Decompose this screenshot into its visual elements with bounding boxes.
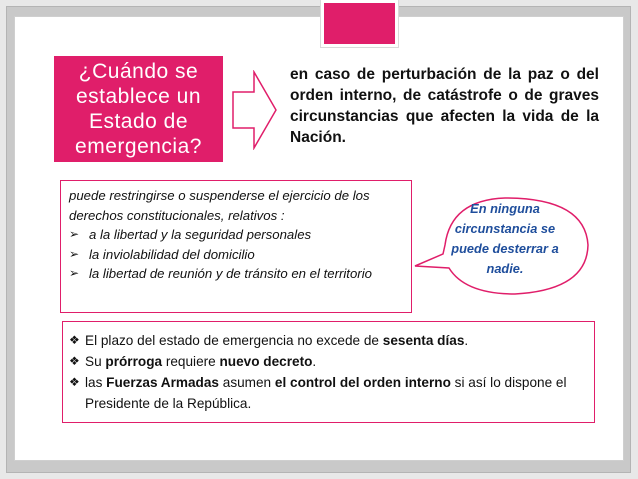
arrow-bullet-icon: ➢ <box>69 266 80 280</box>
arrow-bullet-icon: ➢ <box>69 246 80 261</box>
bottom-box <box>62 321 595 423</box>
diamond-bullet-icon: ❖ <box>69 333 80 347</box>
rights-box <box>60 180 412 313</box>
list-item-text: la libertad de reunión y de tránsito en el territorio <box>89 266 372 281</box>
pink-accent-tab <box>321 0 398 47</box>
bullet-fuerzas <box>69 372 588 414</box>
bold-segment: el control del orden interno <box>274 375 451 390</box>
answer-text: en caso de perturbación de la paz o del orden interno, de catástrofe o de graves circunstancias que afecten la vida de la Nación. <box>290 66 599 146</box>
text-segment: las <box>85 375 107 390</box>
text-segment: Su <box>85 354 106 369</box>
text-segment: requiere <box>162 354 220 369</box>
bold-segment: sesenta días <box>382 333 465 348</box>
text-segment: . <box>464 333 469 348</box>
text-segment: . <box>312 354 317 369</box>
diamond-bullet-icon: ❖ <box>69 354 80 368</box>
list-item-text: la inviolabilidad del domicilio <box>89 246 255 262</box>
bullet-plazo <box>69 330 588 351</box>
bubble-text: En ninguna circunstancia se puede desterrar a nadie. <box>451 201 559 276</box>
list-item-text: a la libertad y la seguridad personales <box>89 227 312 242</box>
list-item <box>69 264 403 284</box>
bold-segment: Fuerzas Armadas <box>106 375 219 390</box>
text-segment: El plazo del estado de emergencia no excede de <box>85 333 383 348</box>
right-arrow-icon <box>232 70 278 150</box>
bold-segment: prórroga <box>105 354 163 369</box>
bold-segment: nuevo decreto <box>219 354 313 369</box>
text-segment: asumen <box>218 375 275 390</box>
question-box <box>54 56 223 162</box>
list-item <box>69 225 403 245</box>
bullet-prorroga <box>69 351 588 372</box>
list-item <box>69 245 403 265</box>
rights-intro: puede restringirse o suspenderse el ejercicio de los derechos constitucionales, relativos : <box>69 188 370 223</box>
text-segment: si así lo dispone el Presidente de la República. <box>85 375 567 411</box>
arrow-bullet-icon: ➢ <box>69 227 80 241</box>
question-text: ¿Cuándo se establece un Estado de emergencia? <box>75 60 202 158</box>
diamond-bullet-icon: ❖ <box>69 375 80 389</box>
rights-list <box>69 225 403 284</box>
